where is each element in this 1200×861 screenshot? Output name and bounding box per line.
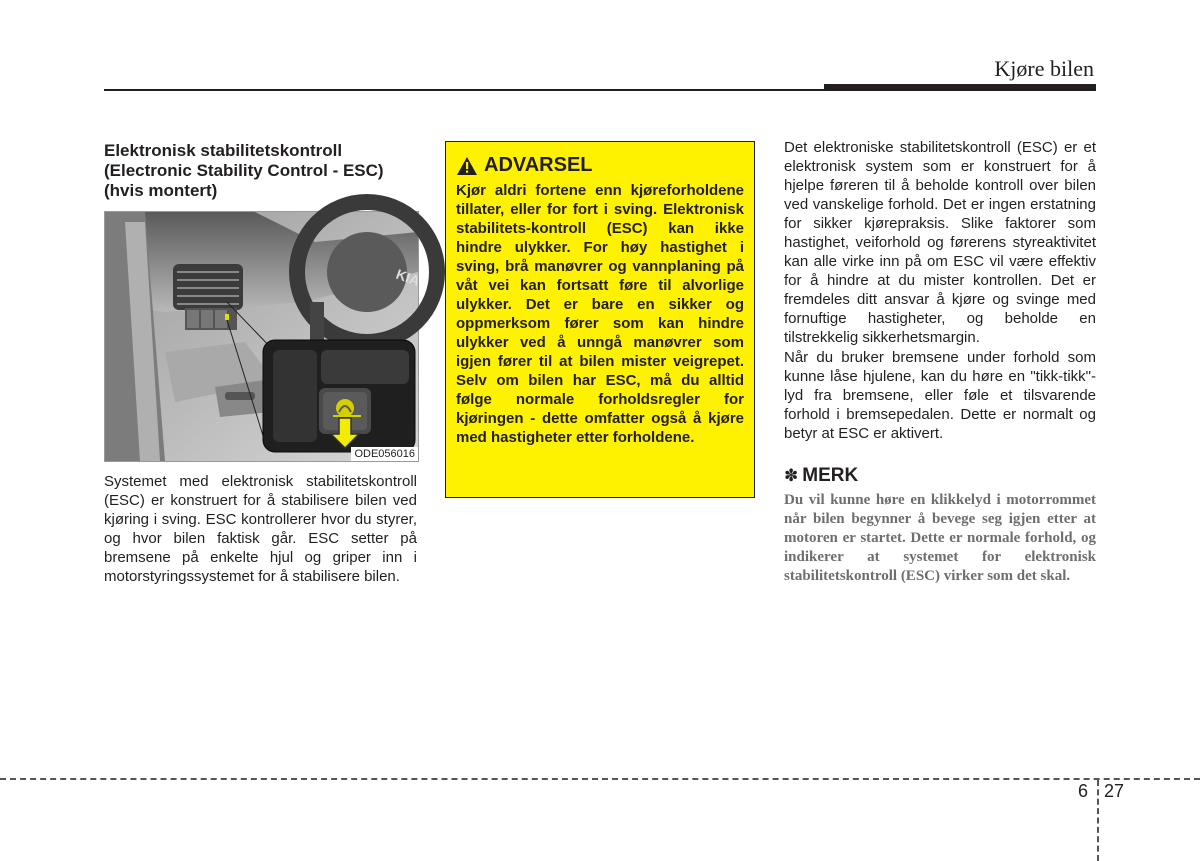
esc-description-paragraph: Det elektroniske stabilitetskontroll (ESC) er et elektronisk system som er konstruert for å hjelpe føreren til å beholde kontroll over bilen ved vanskelige forhold. Det er ingen erstatning for sikker kjørepraksis. Slike faktorer som hastighet, veiforhold og førerens styreaktivitet kan alle virke inn på om ESC vil være effektiv for å hindre at du mister kontrollen. Det er fremdeles ditt ansvar å kjøre og svinge med fornuftige hastigheter, og beholde en tilstrekkelig sikkerhetsmargin. [784, 139, 1096, 346]
warning-box [445, 141, 755, 498]
footer-rule [0, 778, 1200, 780]
header-rule [104, 89, 824, 91]
page-number: 27 [1104, 781, 1125, 801]
header-rule-bold [824, 84, 1096, 91]
dashboard-illustration [105, 212, 423, 461]
left-column [104, 141, 423, 586]
note-title: MERK [802, 465, 859, 486]
warning-title: ADVARSEL [484, 154, 593, 176]
warning-text: Kjør aldri fortene enn kjøreforholdene tillater, eller for fort i sving. Elektronisk stabilitets-kontroll (ESC) kan ikke hindre ulykker. For høy hastighet i sving, brå manøvrer og vannplaning på våt vei kan fortsatt føre til alvorlige ulykker. Det er bare en sikker og oppmerksom fører som kan hindre ulykker ved å unngå manøvrer som igjen fører til at bilen mister veigrepet. Selv om bilen har ESC, må du alltid følge normale forholdsregler for kjøringen - dette omfatter også å kjøre med hastigheter etter forholdene. [456, 182, 744, 446]
chapter-number: 6 [1078, 781, 1089, 801]
right-column [784, 138, 1096, 586]
heading-line-1: Elektronisk stabilitetskontroll [104, 141, 343, 160]
page-header-title: Kjøre bilen [994, 56, 1094, 81]
esc-intro-paragraph: Systemet med elektronisk stabilitetskontroll (ESC) er konstruert for å stabilisere bilen ved kjøring i sving. ESC kontrollerer hvor du styrer, og hvor bilen faktisk går. ESC setter på bremsene på enkelte hjul og griper inn i motorstyringssystemet for å stabilisere bilen. [104, 473, 417, 585]
note-header [784, 465, 1096, 487]
heading-line-3: (hvis montert) [104, 181, 218, 200]
heading-line-2: (Electronic Stability Control - ESC) [104, 161, 384, 180]
section-heading [104, 141, 417, 201]
figure-code: ODE056016 [351, 447, 418, 461]
dashboard-figure [104, 211, 423, 462]
warning-triangle-icon [456, 156, 478, 176]
kia-logo-text: KIA [393, 265, 423, 290]
esc-brake-paragraph: Når du bruker bremsene under forhold som kunne låse hjulene, kan du høre en "tikk-tikk"-lyd fra bremsene, eller føle et tilsvarende forhold i bremsepedalen. Dette er normalt og betyr at ESC er aktivert. [784, 349, 1096, 442]
note-star-icon: ✽ [784, 466, 799, 485]
footer-divider [1097, 780, 1099, 861]
warning-header [456, 154, 744, 177]
note-text: Du vil kunne høre en klikkelyd i motorrommet når bilen begynner å bevege seg igjen etter at motoren er startet. Dette er normale forhold, og indikerer at systemet for elektronisk stabilitetskontroll (ESC) virker som det skal. [784, 492, 1096, 584]
